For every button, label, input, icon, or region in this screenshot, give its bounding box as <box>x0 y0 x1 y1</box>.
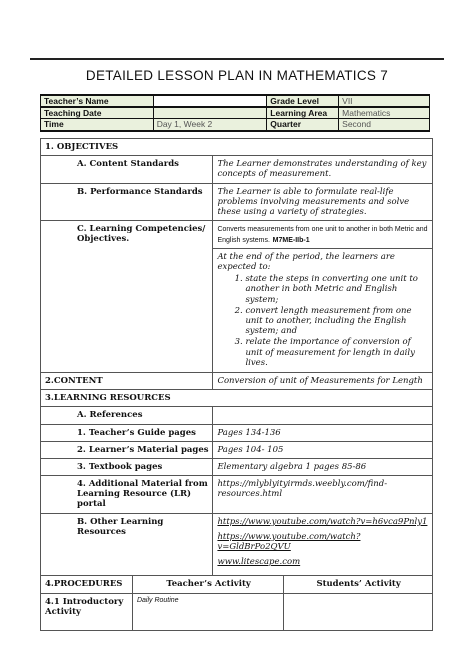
teacher-name-label: Teacher’s Name <box>41 95 154 107</box>
competencies-text: Converts measurements from one unit to another in both Metric and English systems. <box>217 226 428 244</box>
competencies-label: C. Learning Competencies/ Objectives. <box>41 221 213 373</box>
teachers-guide-value: Pages 134-136 <box>213 424 433 441</box>
table-row <box>41 513 433 576</box>
teachers-guide-label: 1. Teacher’s Guide pages <box>41 424 213 441</box>
additional-material-value: https://mlyblyityirmds.weebly.com/find-resources.html <box>213 476 433 514</box>
grade-level-value: VII <box>339 95 430 107</box>
table-row <box>41 183 433 221</box>
other-resources-label: B. Other Learning Resources <box>41 513 213 576</box>
content-value: Conversion of unit of Measurements for Length <box>213 372 433 389</box>
additional-material-label: 4. Additional Material from Learning Resource (LR) portal <box>41 476 213 514</box>
procedures-header-row <box>41 576 433 593</box>
content-heading: 2.CONTENT <box>41 372 213 389</box>
references-label: A. References <box>41 407 213 424</box>
objectives-list-cell <box>213 248 433 372</box>
textbook-label: 3. Textbook pages <box>41 458 213 475</box>
objectives-heading: 1. OBJECTIVES <box>41 139 433 156</box>
teacher-activity-heading: Teacher’s Activity <box>132 576 283 593</box>
student-activity-heading: Students’ Activity <box>284 576 433 593</box>
quarter-value: Second <box>339 119 430 131</box>
content-standards-value: The Learner demonstrates understanding of key concepts of measurement. <box>213 156 433 183</box>
resources-heading: 3.LEARNING RESOURCES <box>41 390 433 407</box>
learners-material-value: Pages 104- 105 <box>213 441 433 458</box>
time-value: Day 1, Week 2 <box>153 119 267 131</box>
list-item: 1. state the steps in converting one unit to another in both Metric and English system; <box>245 274 429 305</box>
table-row <box>41 407 433 424</box>
teacher-name-value <box>153 95 267 107</box>
procedures-heading: 4.PROCEDURES <box>41 576 133 593</box>
table-row <box>41 476 433 514</box>
teaching-date-label: Teaching Date <box>41 107 154 119</box>
table-row <box>41 390 433 407</box>
intro-student-activity <box>284 593 433 630</box>
table-row <box>41 458 433 475</box>
youtube-link-1[interactable]: https://www.youtube.com/watch?v=h6vca9Pnly1 <box>217 516 428 527</box>
lesson-plan-table <box>40 138 433 631</box>
grade-level-label: Grade Level <box>267 95 339 107</box>
performance-standards-value: The Learner is able to formulate real-life problems involving measurements and solve these using a variety of strategies. <box>213 183 433 221</box>
learning-area-label: Learning Area <box>267 107 339 119</box>
table-row <box>41 221 433 249</box>
learners-material-label: 2. Learner’s Material pages <box>41 441 213 458</box>
intro-activity-label: 4.1 Introductory Activity <box>41 593 133 630</box>
quarter-label: Quarter <box>267 119 339 131</box>
objectives-heading-row <box>41 139 433 156</box>
list-item: 2. convert length measurement from one unit to another, including the English system; and <box>245 306 429 337</box>
performance-standards-label: B. Performance Standards <box>41 183 213 221</box>
textbook-value: Elementary algebra 1 pages 85-86 <box>213 458 433 475</box>
learning-area-value: Mathematics <box>339 107 430 119</box>
teaching-date-value <box>153 107 267 119</box>
header-table <box>40 94 430 132</box>
end-of-period-text: At the end of the period, the learners are expected to: <box>217 251 395 273</box>
table-row <box>41 424 433 441</box>
content-standards-label: A. Content Standards <box>41 156 213 183</box>
table-row <box>41 593 433 630</box>
litescape-link[interactable]: www.litescape.com <box>217 557 301 568</box>
competencies-cell <box>213 221 433 249</box>
competencies-code: M7ME-IIb-1 <box>272 236 310 244</box>
youtube-link-2[interactable]: https://www.youtube.com/watch?v=GldBrPo2QVU <box>217 531 361 553</box>
page-title: DETAILED LESSON PLAN IN MATHEMATICS 7 <box>85 68 389 83</box>
objectives-list <box>217 274 429 368</box>
table-row <box>41 441 433 458</box>
table-row <box>41 156 433 183</box>
intro-teacher-activity: Daily Routine <box>132 593 283 630</box>
list-item: 3. relate the importance of conversion of unit of measurement for length in daily lives. <box>245 337 429 368</box>
time-label: Time <box>41 119 154 131</box>
other-resources-links <box>213 513 433 576</box>
table-row <box>41 372 433 389</box>
references-value <box>213 407 433 424</box>
top-rule <box>30 58 444 60</box>
